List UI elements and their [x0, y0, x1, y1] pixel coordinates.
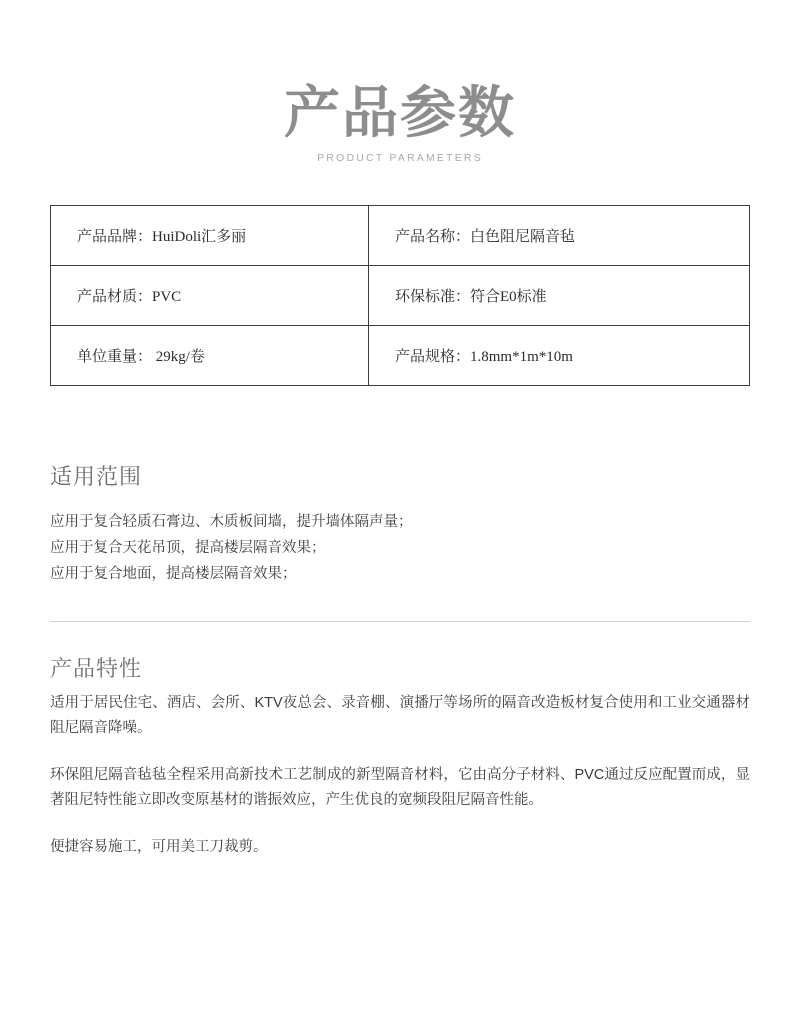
spec-cell-product-name: 产品名称：白色阻尼隔音毡: [369, 206, 750, 266]
scope-line: 应用于复合轻质石膏边、木质板间墙，提升墙体隔声量；: [50, 514, 413, 530]
scope-line: 应用于复合地面，提高楼层隔音效果；: [50, 566, 297, 582]
features-section: [50, 652, 750, 860]
features-heading: 产品特性: [50, 656, 143, 681]
specification-table: [50, 205, 750, 386]
feature-paragraph: 适用于居民住宅、酒店、会所、KTV夜总会、录音棚、演播厅等场所的隔音改造板材复合使用和工业交通器材阻尼隔音降噪。: [50, 695, 750, 736]
feature-paragraph: 便捷容易施工，可用美工刀裁剪。: [50, 839, 268, 855]
table-row: [51, 206, 750, 266]
page-title: 产品参数: [284, 81, 516, 144]
table-row: [51, 266, 750, 326]
section-divider: [50, 621, 750, 622]
scope-line: 应用于复合天花吊顶，提高楼层隔音效果；: [50, 540, 326, 556]
spec-cell-material: 产品材质：PVC: [51, 266, 369, 326]
scope-section: [50, 460, 750, 587]
table-row: [51, 326, 750, 386]
spec-cell-unit-weight: 单位重量： 29kg/卷: [51, 326, 369, 386]
scope-heading: 适用范围: [50, 464, 143, 489]
feature-paragraph: 环保阻尼隔音毡毡全程采用高新技术工艺制成的新型隔音材料，它由高分子材料、PVC通过反应配置而成，显著阻尼特性能立即改变原基材的谐振效应，产生优良的宽频段阻尼隔音性能。: [50, 767, 750, 808]
spec-cell-dimensions: 产品规格：1.8mm*1m*10m: [395, 349, 573, 365]
page-header: [0, 0, 800, 164]
spec-cell-eco-standard: 环保标准：符合E0标准: [369, 266, 750, 326]
page-subtitle: PRODUCT PARAMETERS: [317, 152, 483, 164]
spec-cell-brand: 产品品牌：HuiDoli汇多丽: [51, 206, 369, 266]
